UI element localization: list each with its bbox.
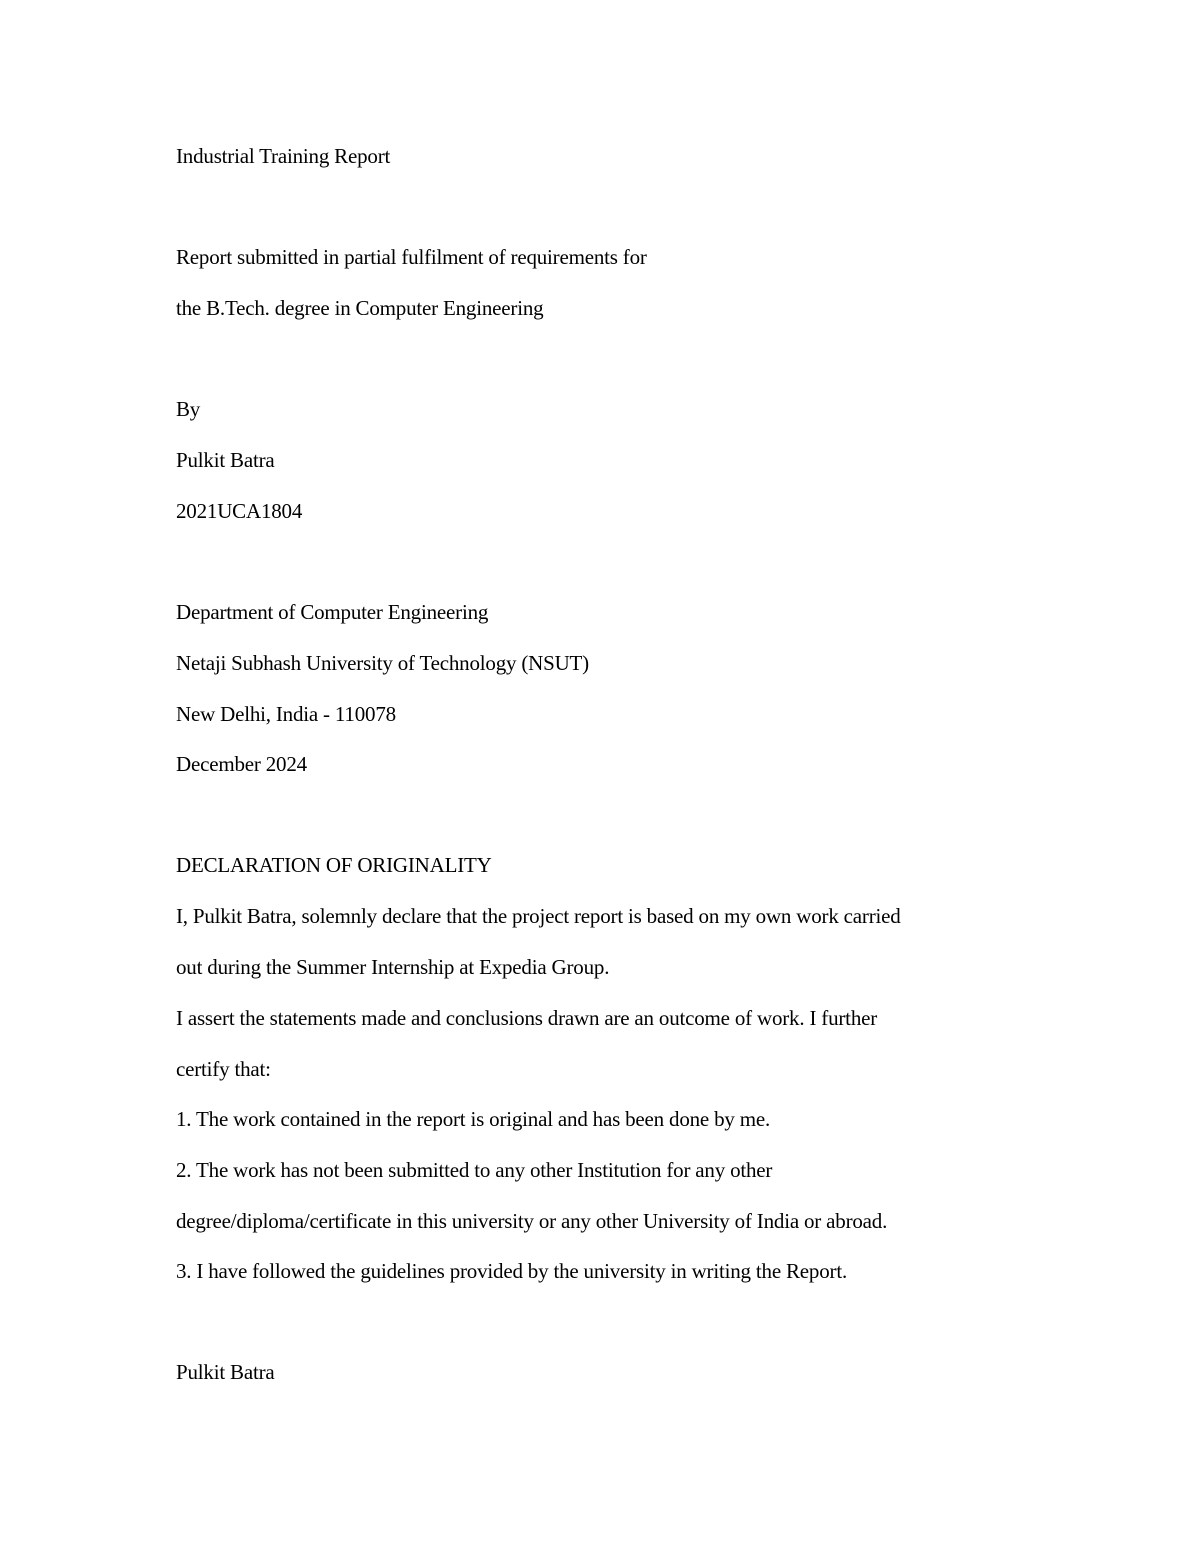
declaration-item-1: 1. The work contained in the report is original and has been done by me. (176, 1107, 771, 1131)
author-name: Pulkit Batra (176, 448, 275, 472)
declaration-paragraph-2-line-1: I assert the statements made and conclusions drawn are an outcome of work. I further (176, 1006, 878, 1030)
declaration-item-2-line-2: degree/diploma/certificate in this university or any other University of India or abroad. (176, 1209, 888, 1233)
department-name: Department of Computer Engineering (176, 600, 489, 624)
declaration-item-3: 3. I have followed the guidelines provided by the university in writing the Report. (176, 1259, 848, 1283)
report-title: Industrial Training Report (176, 144, 391, 168)
by-label: By (176, 397, 201, 421)
university-name: Netaji Subhash University of Technology (NSUT) (176, 651, 589, 675)
report-subtitle-line-1: Report submitted in partial fulfilment of requirements for (176, 245, 647, 269)
roll-number: 2021UCA1804 (176, 499, 303, 523)
declaration-heading: DECLARATION OF ORIGINALITY (176, 853, 492, 877)
university-location: New Delhi, India - 110078 (176, 702, 396, 726)
report-date: December 2024 (176, 752, 307, 776)
declaration-paragraph-1-line-1: I, Pulkit Batra, solemnly declare that the project report is based on my own work carried (176, 904, 901, 928)
declaration-item-2-line-1: 2. The work has not been submitted to any other Institution for any other (176, 1158, 773, 1182)
declaration-paragraph-2-line-2: certify that: (176, 1057, 271, 1081)
report-subtitle-line-2: the B.Tech. degree in Computer Engineering (176, 296, 544, 320)
declaration-paragraph-1-line-2: out during the Summer Internship at Expedia Group. (176, 955, 610, 979)
signature-name: Pulkit Batra (176, 1360, 275, 1384)
